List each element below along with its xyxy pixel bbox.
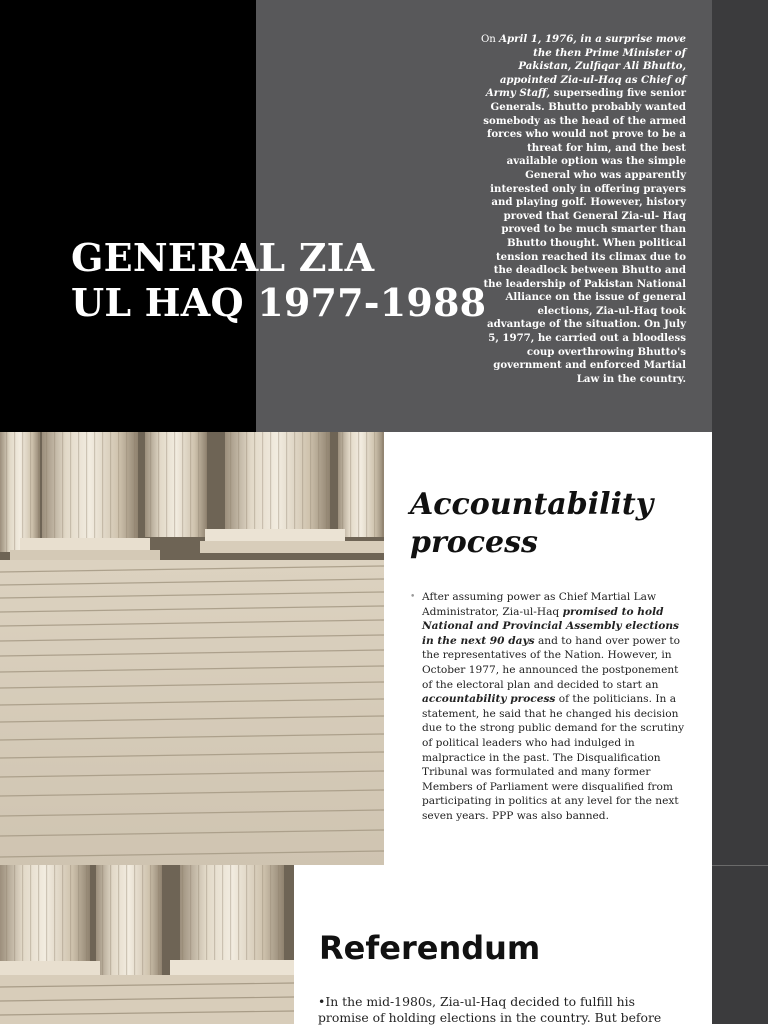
bullet-icon: •: [318, 994, 326, 1009]
text-bold-1: promised to hold National and Provincial Assembly elections in the next 90 days: [422, 605, 679, 647]
referendum-text: [318, 994, 668, 1026]
columns-steps-photo: [0, 432, 384, 865]
accountability-bullet: [410, 590, 688, 824]
slide-1-body: [478, 33, 686, 386]
referendum-title: Referendum: [319, 929, 541, 967]
side-strip: [712, 865, 768, 1024]
title-line-2: UL HAQ 1977-1988: [71, 280, 487, 325]
slide-divider: [712, 865, 768, 866]
body-italic: April 1, 1976, in a surprise move the then Prime Minister of Pakistan, Zulfiqar Ali Bhutto, appointed Zia-ul-Haq as Chief of Army Staff,: [485, 33, 686, 100]
text-part-1: After assuming power as Chief Martial Law Administrator, Zia-ul-Haq: [422, 591, 657, 618]
accountability-title: [410, 486, 700, 562]
text-part-2: and to hand over power to the representatives of the Nation. However, in October 1977, he announced the postponement of the electoral plan and decided to start an: [422, 634, 681, 691]
title-line-1: Accountability: [410, 487, 654, 522]
slide-1: [0, 0, 768, 432]
bullet-icon: •: [410, 592, 416, 602]
referendum-body: In the mid-1980s, Zia-ul-Haq decided to fulfill his promise of holding elections in the country. But before: [318, 994, 662, 1025]
text-part-3: of the politicians. In a statement, he said that he changed his decision due to the strong public demand for the scrutiny of political leaders who had indulged in malpractice in the past. The Disqualification Tribunal was formulated and many former Members of Parliament were disqualified from participating in politics at any level for the next seven years. PPP was also banned.: [422, 693, 685, 822]
body-rest: superseding five senior Generals. Bhutto probably wanted somebody as the head of the armed forces who would not prove to be a threat for him, and the best available option was the simple General who was apparently interested only in offering prayers and playing golf. However, history proved that General Zia-ul- Haq proved to be much smarter than Bhutto thought. When political tension reached its climax due to the deadlock between Bhutto and the leadership of Pakistan National Alliance on the issue of general elections, Zia-ul-Haq took advantage of the situation. On July 5, 1977, he carried out a bloodless coup overthrowing Bhutto's government and enforced Martial Law in the country.: [483, 87, 686, 385]
slide-1-title: [71, 235, 487, 325]
accountability-text: [422, 590, 688, 824]
columns-photo: [0, 865, 294, 1024]
text-bold-2: accountability process: [422, 693, 556, 706]
body-prefix: On: [480, 34, 500, 45]
title-line-1: GENERAL ZIA: [71, 235, 375, 280]
side-strip: [712, 0, 768, 432]
side-strip: [712, 432, 768, 865]
title-line-2: process: [410, 525, 538, 560]
